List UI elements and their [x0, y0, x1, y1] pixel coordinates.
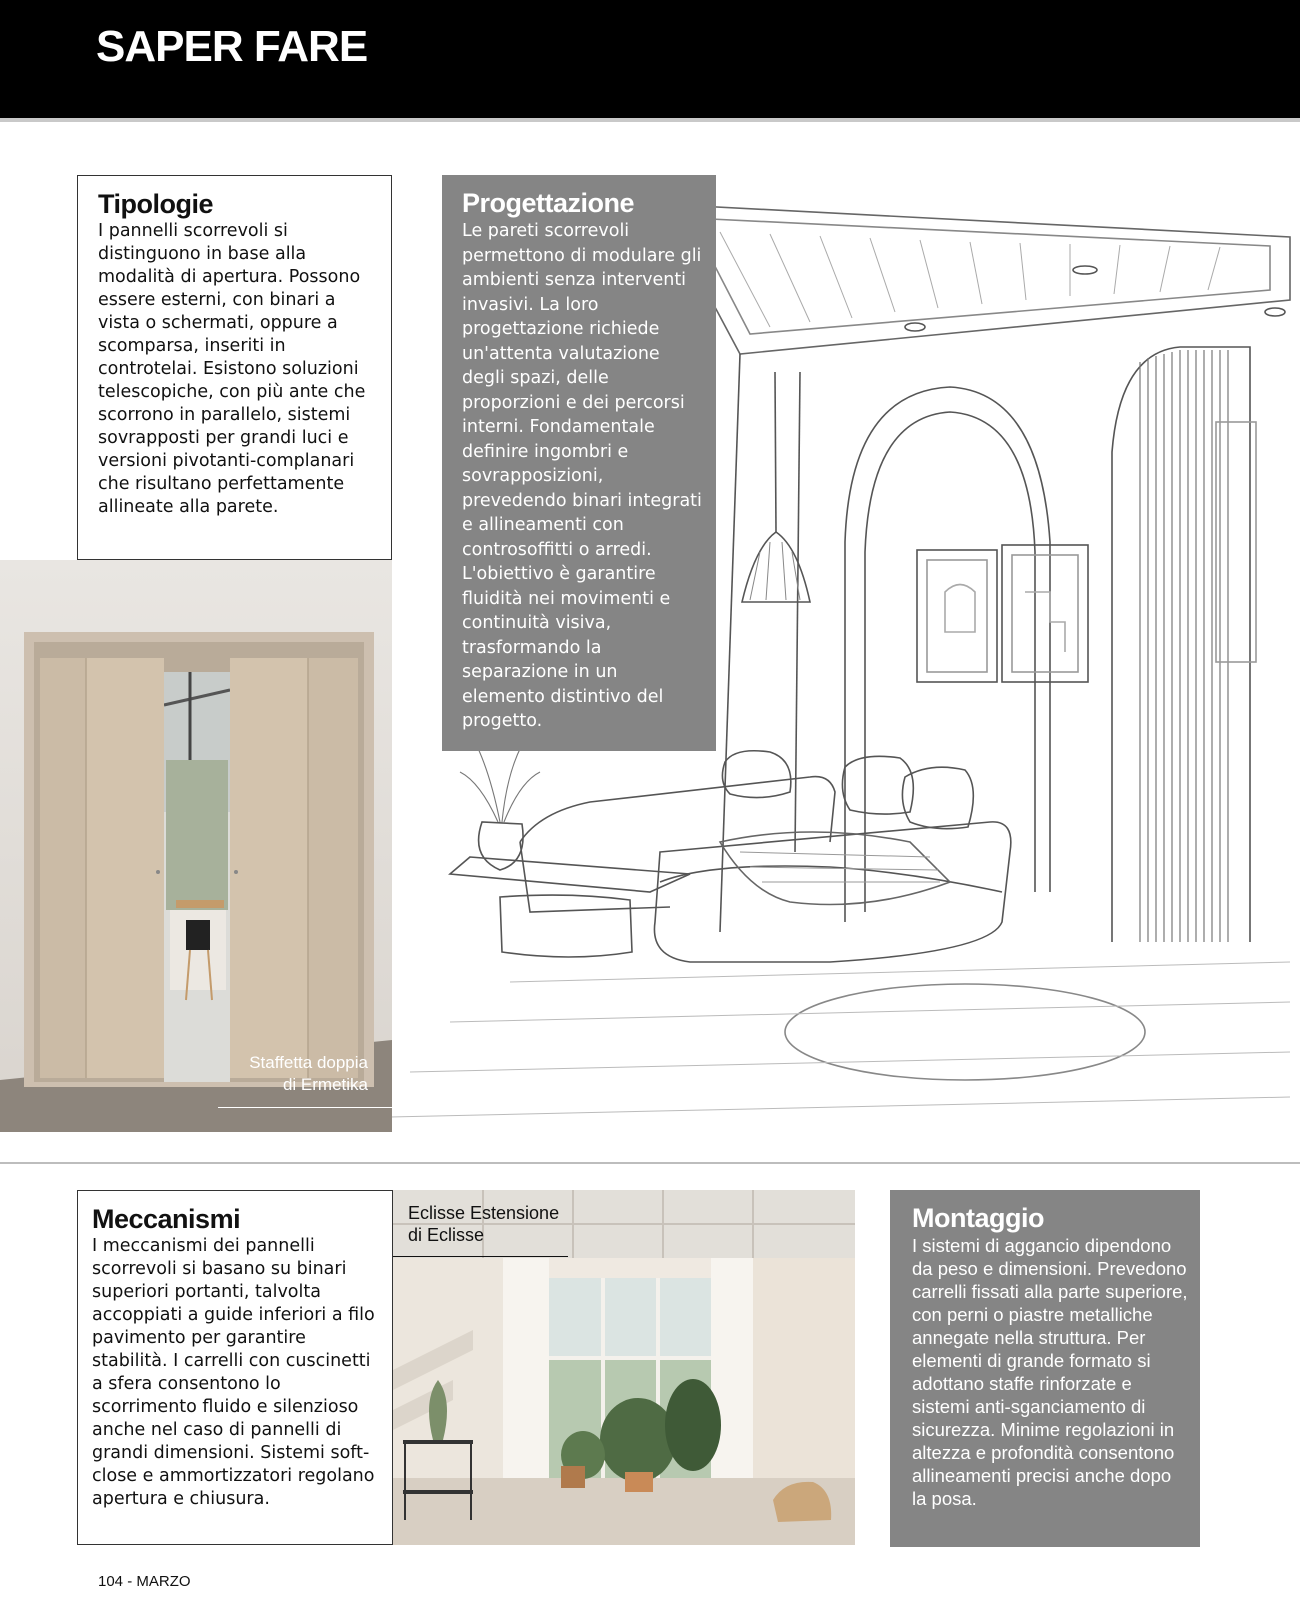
meccanismi-box [77, 1190, 393, 1545]
doors-caption-line1: Staffetta doppia [249, 1053, 368, 1072]
eclisse-photo-caption [408, 1202, 559, 1246]
tipologie-body: I pannelli scorrevoli si distinguono in base alla modalità di apertura. Possono essere esterni, con binari a vista o schermati, oppure a scomparsa, inseriti in controtelai. Esistono soluzioni telescopiche, con più ante che scorrono in parallelo, sistemi sovrapposti per grandi luci e versioni pivotanti-complanari che risultano perfettamente allineate alla parete. [98, 221, 366, 517]
eclisse-caption-line1: Eclisse Estensione [408, 1203, 560, 1223]
sliding-doors-photo [0, 560, 392, 1132]
progettazione-body: Le pareti scorrevoli permettono di modulare gli ambienti senza interventi invasivi. La loro progettazione richiede un'attenta valutazione degli spazi, delle proporzioni e dei percorsi interni. Fondamentale definire ingombri e sovrapposizioni, prevedendo binari integrati e allineamenti con controsoffitti o arredi. L'obiettivo è garantire fluidità nei movimenti e continuità visiva, trasformando la separazione in un elemento distintivo del progetto. [462, 221, 702, 731]
eclisse-caption-underline [393, 1256, 568, 1257]
sliding-doors-image [0, 560, 392, 1132]
section-divider [0, 1162, 1300, 1164]
doors-caption-underline [218, 1107, 392, 1108]
meccanismi-title: Meccanismi [92, 1204, 241, 1234]
doors-caption-line2: di Ermetika [282, 1075, 368, 1094]
page-header [0, 0, 1300, 118]
eclisse-photo [393, 1190, 855, 1545]
tipologie-box [77, 175, 392, 560]
doors-photo-caption [249, 1052, 368, 1096]
montaggio-body: I sistemi di aggancio dipendono da peso e dimensioni. Prevedono carrelli fissati alla parte superiore, con perni o piastre metalliche annegate nella struttura. Per elementi di grande formato si adottano staffe rinforzate e sistemi anti-sganciamento di sicurezza. Minime regolazioni in altezza e profondità consentono allineamenti precisi anche dopo la posa. [912, 1235, 1188, 1509]
progettazione-title: Progettazione [462, 188, 635, 218]
eclisse-caption-line2: di Eclisse [408, 1225, 485, 1245]
page-number: 104 - MARZO [98, 1573, 191, 1590]
tipologie-title: Tipologie [98, 189, 213, 219]
section-title: SAPER FARE [96, 22, 368, 71]
montaggio-box [890, 1190, 1200, 1547]
progettazione-box [442, 175, 716, 751]
meccanismi-body: I meccanismi dei pannelli scorrevoli si basano su binari superiori portanti, talvolta accoppiati a guide inferiori a filo pavimento per garantire stabilità. I carrelli con cuscinetti a sfera consentono lo scorrimento fluido e silenzioso anche nel caso di pannelli di grandi dimensioni. Sistemi soft-close e ammortizzatori regolano apertura e chiusura. [92, 1236, 375, 1509]
montaggio-title: Montaggio [912, 1203, 1044, 1233]
